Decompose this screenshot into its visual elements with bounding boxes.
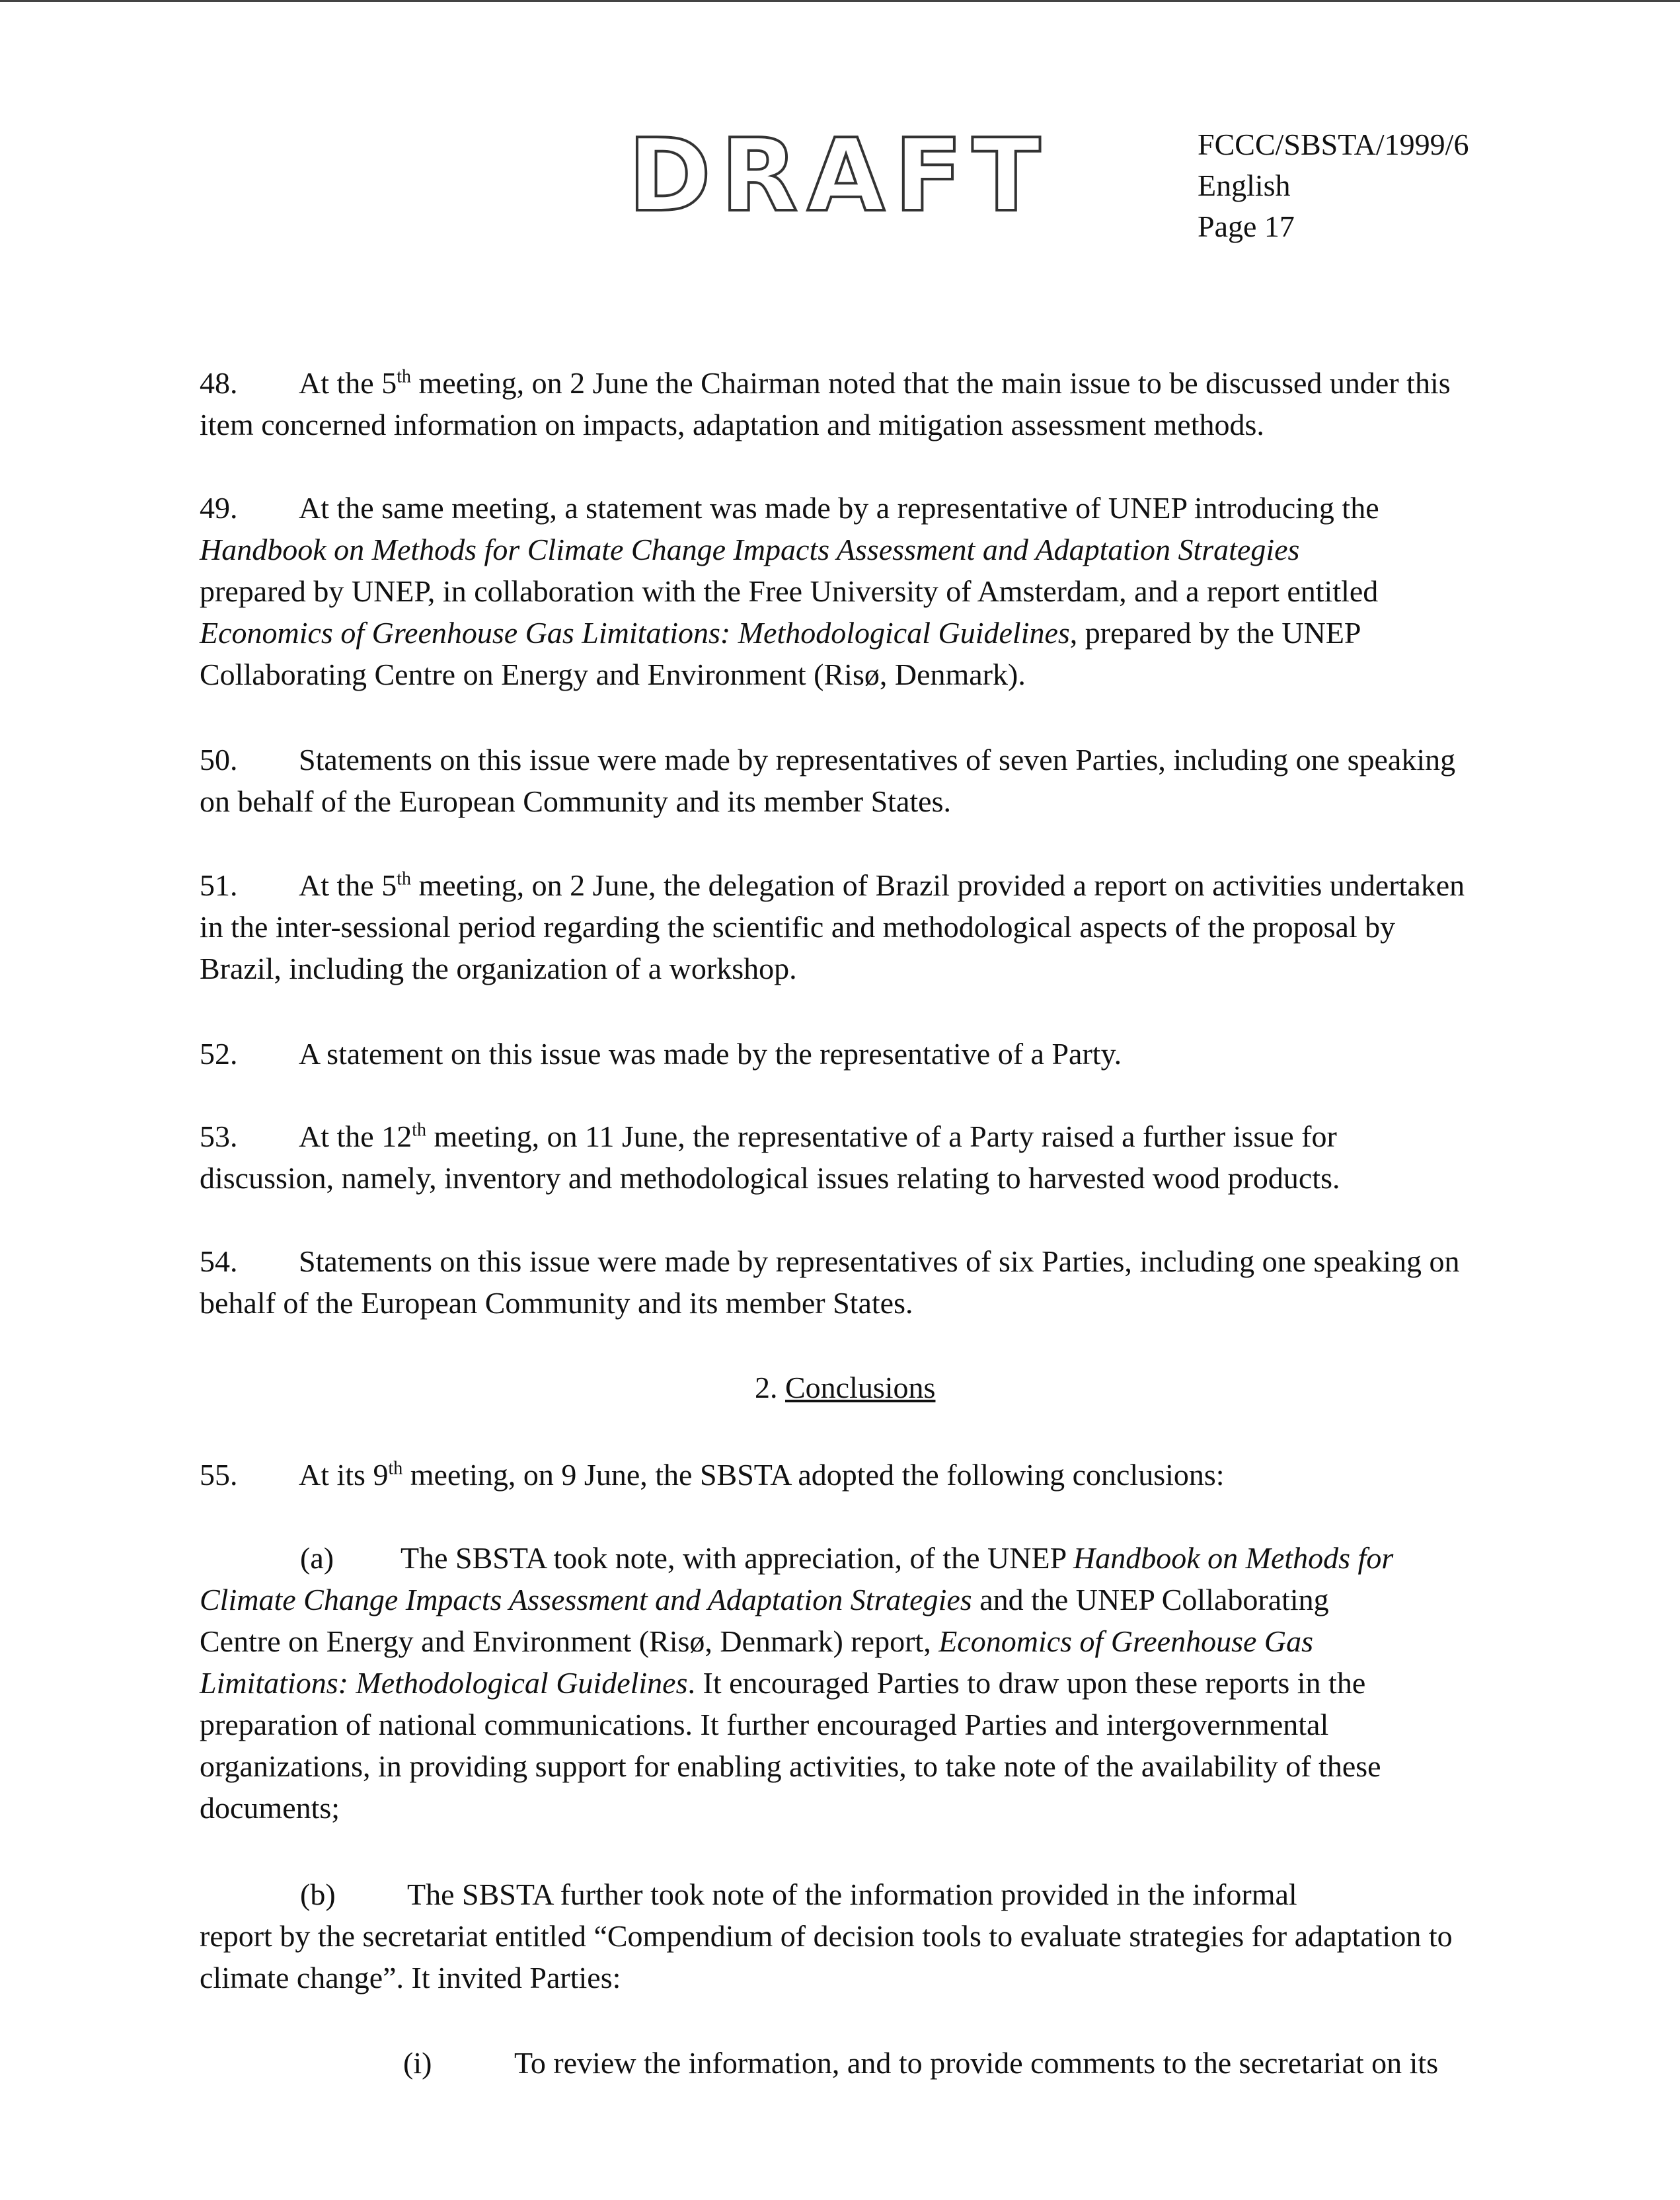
paragraph-text: Statements on this issue were made by representatives of six Parties, including one speaking on [299, 1244, 1460, 1278]
report-title: Economics of Greenhouse Gas Limitations: Methodological Guidelines [200, 616, 1070, 650]
paragraph-55 [200, 1454, 1614, 1496]
paragraph-text: preparation of national communications. It further encouraged Parties and intergovernmental [200, 1708, 1329, 1741]
paragraph-text: A statement on this issue was made by the representative of a Party. [299, 1037, 1122, 1071]
paragraph-text: and the UNEP Collaborating [972, 1583, 1329, 1616]
subparagraph-i [403, 2042, 1438, 2084]
paragraph-number: 51. [200, 868, 238, 902]
section-heading [755, 1367, 935, 1408]
paragraph-text: Brazil, including the organization of a workshop. [200, 952, 797, 985]
paragraph-text: At the 5 [299, 366, 397, 400]
paragraph-number: 50. [200, 743, 238, 777]
paragraph-number: 55. [200, 1458, 238, 1492]
superscript: th [397, 366, 411, 387]
superscript: th [388, 1458, 403, 1479]
draft-stamp: DRAFT [628, 117, 1050, 234]
superscript: th [412, 1119, 426, 1141]
paragraph-text: Collaborating Centre on Energy and Environment (Risø, Denmark). [200, 658, 1026, 691]
paragraph-text: discussion, namely, inventory and methodological issues relating to harvested wood products. [200, 1161, 1340, 1195]
paragraph-number: 54. [200, 1244, 238, 1278]
document-symbol: FCCC/SBSTA/1999/6 [1198, 128, 1469, 161]
paragraph-text: prepared by UNEP, in collaboration with the Free University of Amsterdam, and a report entitled [200, 574, 1379, 608]
subparagraph-label: (a) [300, 1541, 334, 1575]
paragraph-50 [200, 739, 1614, 822]
paragraph-text: At the 5 [299, 868, 397, 902]
paragraph-text: At the same meeting, a statement was made by a representative of UNEP introducing the [299, 491, 1379, 525]
handbook-title: Handbook on Methods for Climate Change Impacts Assessment and Adaptation Strategies [200, 533, 1300, 566]
paragraph-text: climate change”. It invited Parties: [200, 1961, 621, 1994]
paragraph-51 [200, 864, 1614, 989]
paragraph-text: The SBSTA further took note of the information provided in the informal [407, 1878, 1297, 1911]
document-language: English [1198, 169, 1291, 202]
paragraph-text: Statements on this issue were made by representatives of seven Parties, including one speaking [299, 743, 1456, 777]
handbook-title: Climate Change Impacts Assessment and Adaptation Strategies [200, 1583, 972, 1616]
subparagraph-a [200, 1537, 1393, 1829]
paragraph-54 [200, 1240, 1614, 1324]
report-title: Limitations: Methodological Guidelines [200, 1666, 688, 1700]
handbook-title: Handbook on Methods for [1073, 1541, 1394, 1575]
paragraph-number: 52. [200, 1037, 238, 1071]
subparagraph-b [200, 1874, 1453, 1998]
subparagraph-label: (i) [403, 2046, 432, 2080]
superscript: th [397, 868, 411, 890]
paragraph-text: At the 12 [299, 1119, 412, 1153]
paragraph-text: in the inter-sessional period regarding the scientific and methodological aspects of the proposal by [200, 910, 1396, 944]
paragraph-53 [200, 1116, 1614, 1199]
paragraph-text: . It encouraged Parties to draw upon these reports in the [687, 1666, 1366, 1700]
paragraph-text: The SBSTA took note, with appreciation, of the UNEP [401, 1541, 1073, 1575]
paragraph-number: 49. [200, 491, 238, 525]
top-edge-line [0, 0, 1680, 2]
paragraph-number: 48. [200, 366, 238, 400]
paragraph-text: behalf of the European Community and its member States. [200, 1286, 913, 1320]
paragraph-text: on behalf of the European Community and its member States. [200, 784, 951, 818]
section-title: Conclusions [785, 1371, 936, 1404]
paragraph-text: At its 9 [299, 1458, 389, 1492]
paragraph-number: 53. [200, 1119, 238, 1153]
paragraph-text: meeting, on 2 June the Chairman noted that the main issue to be discussed under this [410, 366, 1451, 400]
paragraph-text: To review the information, and to provide comments to the secretariat on its [514, 2046, 1439, 2080]
paragraph-48 [200, 362, 1614, 445]
section-number: 2. [755, 1371, 785, 1404]
paragraph-text: organizations, in providing support for enabling activities, to take note of the availability of these [200, 1749, 1381, 1783]
paragraph-text: , prepared by the UNEP [1069, 616, 1361, 650]
report-title: Economics of Greenhouse Gas [938, 1624, 1314, 1658]
paragraph-52 [200, 1033, 1614, 1075]
paragraph-text: meeting, on 9 June, the SBSTA adopted the following conclusions: [402, 1458, 1225, 1492]
page-number: Page 17 [1198, 209, 1295, 243]
paragraph-text: meeting, on 2 June, the delegation of Brazil provided a report on activities undertaken [410, 868, 1465, 902]
paragraph-text: Centre on Energy and Environment (Risø, Denmark) report, [200, 1624, 939, 1658]
document-header [1198, 124, 1469, 247]
paragraph-text: meeting, on 11 June, the representative of a Party raised a further issue for [426, 1119, 1337, 1153]
paragraph-text: report by the secretariat entitled “Compendium of decision tools to evaluate strategies for adaptation to [200, 1919, 1453, 1953]
subparagraph-label: (b) [300, 1878, 336, 1911]
paragraph-text: documents; [200, 1791, 340, 1825]
paragraph-49 [200, 487, 1614, 695]
paragraph-text: item concerned information on impacts, adaptation and mitigation assessment methods. [200, 408, 1264, 441]
